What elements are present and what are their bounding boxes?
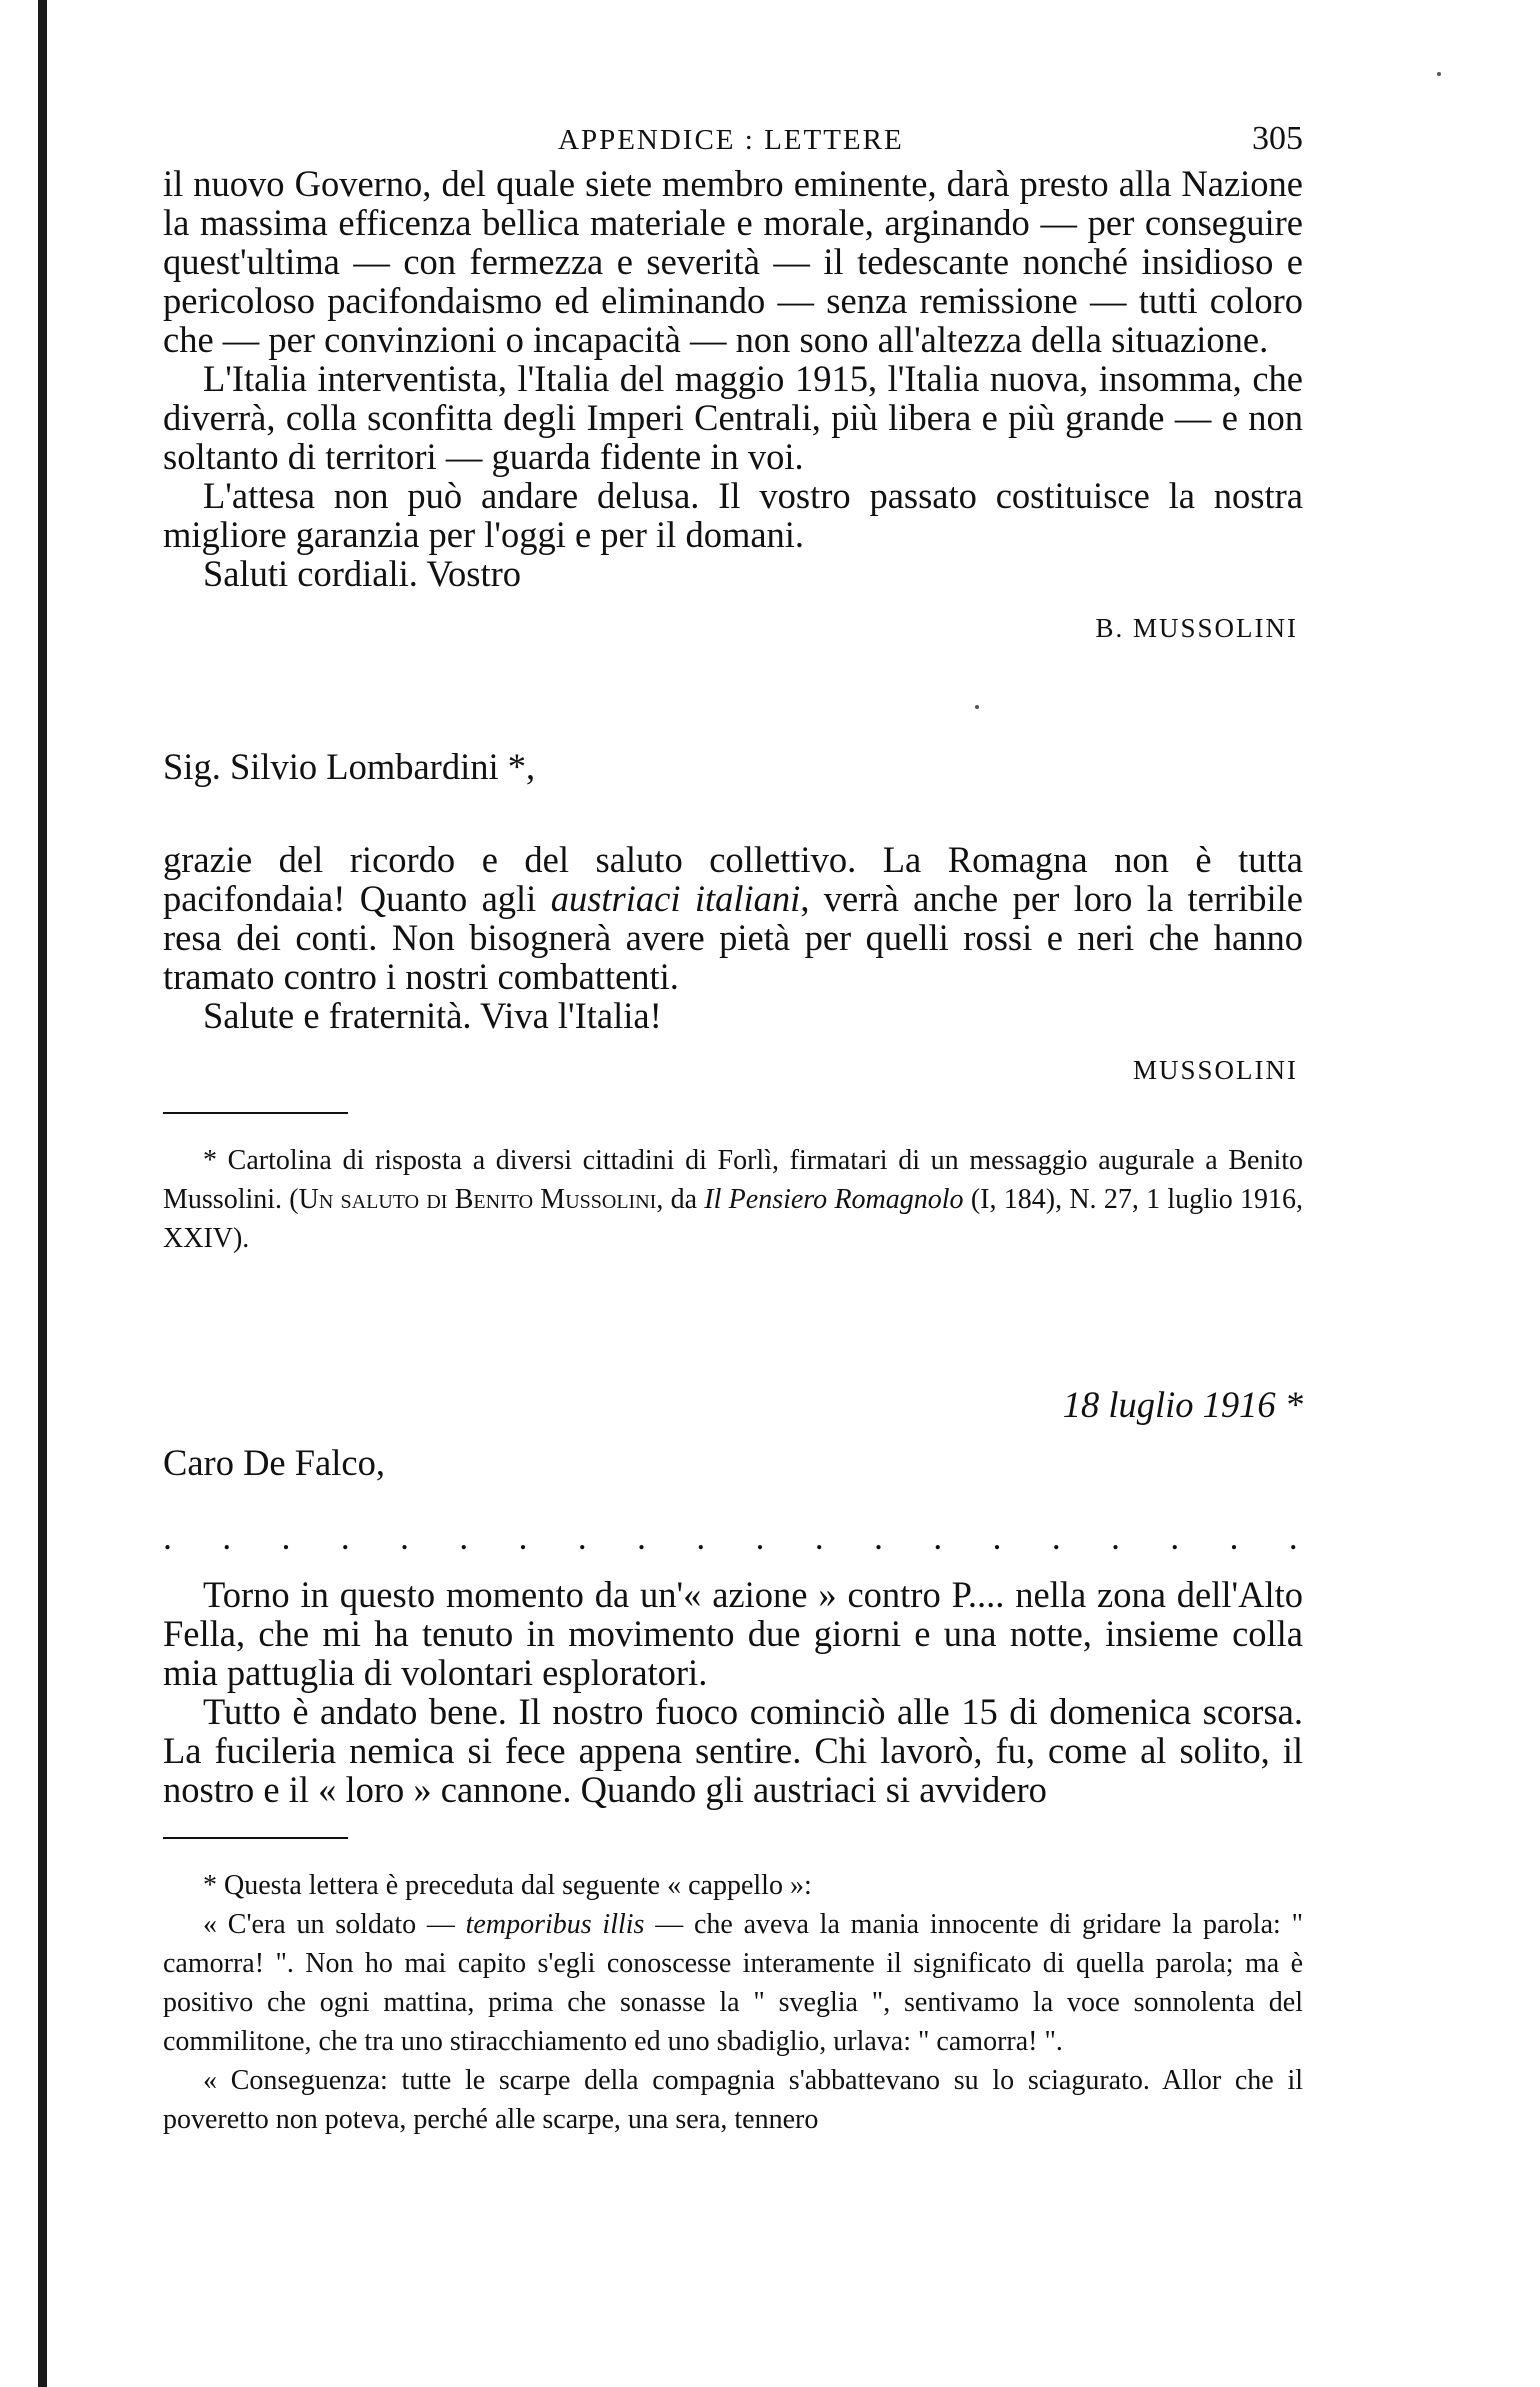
letter-1-paragraph: il nuovo Governo, del quale siete membro eminente, darà presto alla Nazione la massima efficenza bellica materiale e morale, arginando — per conseguire quest'ultima — con fermezza e severità — il tedescante nonché insidioso e pericoloso pacifondaismo ed eliminando — senza remissione — tutti coloro che — per convinzioni o incapacità — non sono all'altezza della situazione. <box>163 163 1303 360</box>
footnote-2 <box>163 1866 1303 2139</box>
document-page <box>163 120 1303 2139</box>
footnote-rule <box>163 1837 348 1839</box>
letter-3-salutation: Caro De Falco, <box>163 1442 385 1483</box>
footnote-2-paragraph <box>163 1905 1303 2061</box>
omission-dot: . <box>992 1517 1002 1557</box>
footnote-text: (I, 184), N. 27, 1 luglio 1916, XXIV). <box>163 1184 1303 1254</box>
letter-2-text: , verrà anche per loro la terribile resa dei conti. Non bisognerà avere pietà per quelli rossi e neri che hanno tramato contro i nostri combattenti. <box>163 878 1303 997</box>
omission-dot: . <box>577 1517 587 1557</box>
omission-dot: . <box>163 1517 172 1557</box>
running-head: APPENDICE : LETTERE <box>558 124 904 156</box>
omission-dot: . <box>518 1517 528 1557</box>
omission-dot: . <box>222 1517 232 1557</box>
footnote-2-paragraph: « Conseguenza: tutte le scarpe della compagnia s'abbattevano su lo sciagurato. Allor che il poveretto non poteva, perché alle scarpe, una sera, tennero <box>163 2065 1303 2135</box>
letter-3-body <box>163 1575 1303 1809</box>
footnote-italic-text: temporibus illis <box>465 1909 645 1940</box>
omission-dot: . <box>281 1517 291 1557</box>
page-number: 305 <box>1252 120 1303 157</box>
letter-2-closing: Salute e fraternità. Viva l'Italia! <box>203 995 662 1036</box>
omission-dot: . <box>933 1517 943 1557</box>
letter-1-paragraph: L'Italia interventista, l'Italia del maggio 1915, l'Italia nuova, insomma, che diverrà, colla sconfitta degli Imperi Centrali, più libera e più grande — e non soltanto di territori — guarda fidente in voi. <box>163 358 1303 477</box>
omission-dot: . <box>874 1517 883 1557</box>
omission-dot: . <box>696 1517 706 1557</box>
letter-1-closing: Saluti cordiali. Vostro <box>203 553 522 594</box>
omission-dot: . <box>1288 1517 1298 1557</box>
letter-2-signature: MUSSOLINI <box>1132 1055 1298 1085</box>
footnote-1 <box>163 1141 1303 1258</box>
footnote-journal-title: Il Pensiero Romagnolo <box>704 1184 964 1215</box>
omission-dot: . <box>340 1517 350 1557</box>
omission-dot: . <box>1229 1517 1239 1557</box>
letter-3-dateline <box>163 1383 1303 1431</box>
footnote-text: * Cartolina di risposta a diversi cittadini di Forlì, firmatari di un messaggio augurale a Benito Mussolini. ( <box>163 1145 1303 1215</box>
omission-dot: . <box>637 1517 646 1557</box>
scan-edge-bar <box>38 0 47 2387</box>
omission-dot: . <box>400 1517 409 1557</box>
omission-dot: . <box>814 1517 824 1557</box>
footnote-1-text <box>163 1141 1303 1258</box>
letter-2-salutation: Sig. Silvio Lombardini *, <box>163 746 536 787</box>
omission-dot: . <box>1051 1517 1061 1557</box>
footnote-2-intro: * Questa lettera è preceduta dal seguente « cappello »: <box>203 1870 812 1901</box>
footnote-source-title: Un saluto di Benito Mussolini <box>298 1184 657 1215</box>
letter-3-paragraph: Torno in questo momento da un'« azione » contro P.... nella zona dell'Alto Fella, che mi ha tenuto in movimento due giorni e una notte, insieme colla mia pattuglia di volontari esploratori. <box>163 1574 1303 1693</box>
letter-1-body <box>163 164 1303 593</box>
omission-dot: . <box>755 1517 765 1557</box>
scan-speck <box>1437 72 1441 76</box>
page-header <box>163 120 1303 164</box>
footnote-text: « C'era un soldato — <box>203 1909 466 1940</box>
letter-1-paragraph: L'attesa non può andare delusa. Il vostro passato costituisce la nostra migliore garanzia per l'oggi e per il domani. <box>163 475 1303 555</box>
footnote-rule <box>163 1112 348 1114</box>
letter-3-paragraph: Tutto è andato bene. Il nostro fuoco cominciò alle 15 di domenica scorsa. La fucileria nemica si fece appena sentire. Chi lavorò, fu, come al solito, il nostro e il « loro » cannone. Quando gli austriaci si avvidero <box>163 1691 1303 1810</box>
omission-dot: . <box>459 1517 469 1557</box>
letter-2-text: grazie del ricordo e del saluto collettivo. La Romagna non è tutta pacifondaia! Quanto agli <box>163 839 1303 919</box>
omission-dot: . <box>1111 1517 1120 1557</box>
letter-3-date: 18 luglio 1916 * <box>1062 1384 1303 1425</box>
letter-2-italic-text: austriaci italiani <box>550 878 801 919</box>
omission-dots <box>163 1517 1303 1557</box>
letter-2-paragraph <box>163 840 1303 996</box>
footnote-text: , da <box>656 1184 705 1215</box>
omission-dot: . <box>1170 1517 1180 1557</box>
footnote-text: — che aveva la mania innocente di gridare la parola: " camorra! ". Non ho mai capito s'egli conoscesse interamente il significato di quella parola; ma è positivo che ogni mattina, prima che sonasse la " sveglia ", sentivamo la voce sonnolenta del commilitone, che tra uno stiracchiamento ed uno sbadiglio, urlava: " camorra! ". <box>163 1909 1303 2057</box>
letter-2-body <box>163 840 1303 1035</box>
letter-1-signature: B. MUSSOLINI <box>1095 613 1298 643</box>
